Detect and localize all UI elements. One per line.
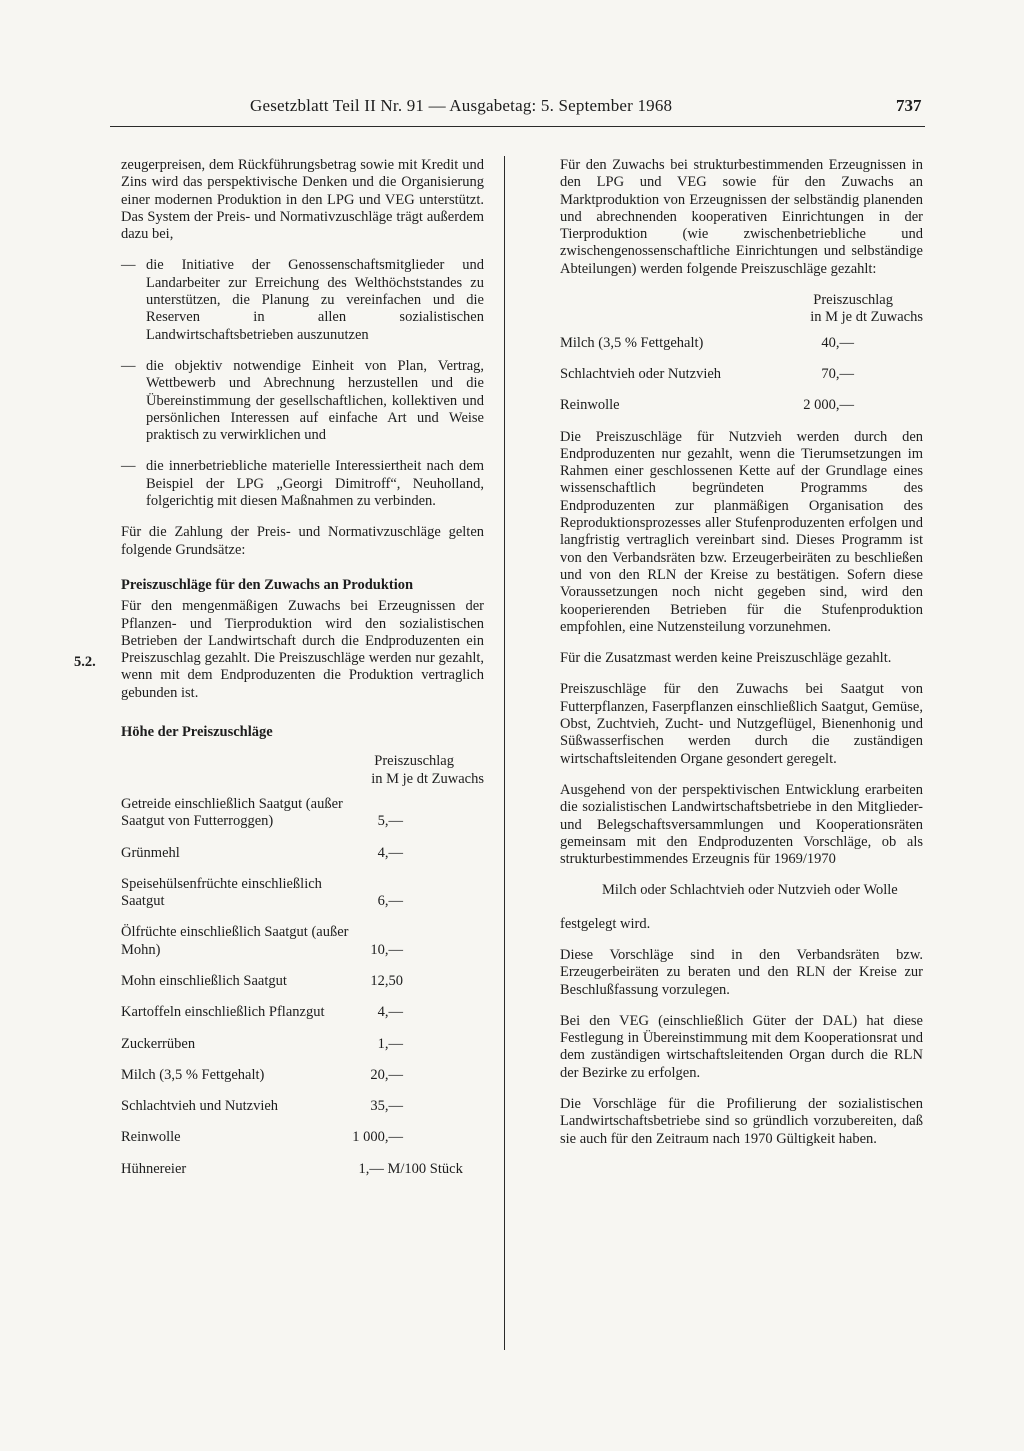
column-divider [504, 156, 505, 1350]
row-value: 1,— M/100 Stück [358, 1160, 463, 1177]
table-header [560, 292, 923, 327]
table-title: Höhe der Preiszuschläge [121, 724, 273, 741]
row-label: Milch (3,5 % Fettgehalt) [560, 334, 704, 351]
row-value: 12,50 [370, 972, 403, 989]
bullet-dash: — [121, 458, 136, 475]
paragraph: festgelegt wird. [560, 915, 651, 932]
bullet-text: die objektiv notwendige Einheit von Plan, Vertrag, Wettbewerb und Abrechnung herzustellen und die Übereinstimmung der gesellschaftlichen, kollektiven und persönlichen Interessen auf einfache Art und Weise praktisch zu verwirklichen und [146, 357, 484, 444]
paragraph: Diese Vorschläge sind in den Verbandsräten bzw. Erzeugerbeiräten zu beraten und den RLN der Kreise zur Beschlußfassung vorzulegen. [560, 946, 923, 998]
row-value: 4,— [377, 844, 403, 861]
section-number: 5.2. [74, 654, 96, 670]
row-label: Zuckerrüben [121, 1035, 196, 1052]
left-column [121, 157, 484, 1192]
table-row [121, 1129, 484, 1146]
table-header-line-1: Preiszuschlag [374, 753, 454, 770]
paragraph: Die Preiszuschläge für Nutzvieh werden durch den Endproduzenten nur gezahlt, wenn die Tierumsetzungen im Rahmen einer geschlossenen Kette auf der Grundlage eines wissenschaftlich begründeten Programms des Endproduzenten zur planmäßigen Organisation des Reproduktionsprozesses aller Stufenproduzenten erfolgen und langfristig vertraglich vereinbart sind. Dieses Programm ist von den Verbandsräten bzw. Erzeugerbeiräten zu beschließen und von den RLN der Kreise zu bestätigen. Sofern diese Voraussetzungen noch nicht gegeben sind, wird den kooperierenden Betrieben für die Stufenproduktion empfohlen, eine Nutzensteilung vorzunehmen. [560, 428, 923, 635]
table-row [121, 1067, 484, 1084]
table-row [121, 845, 484, 862]
table-row [560, 366, 923, 383]
indented-text: Milch oder Schlachtvieh oder Nutzvieh oder Wolle [602, 882, 898, 899]
row-label: Milch (3,5 % Fettgehalt) [121, 1066, 265, 1083]
row-label: Schlachtvieh oder Nutzvieh [560, 365, 722, 382]
table-row [121, 876, 484, 911]
table-row [121, 924, 484, 959]
row-value: 1 000,— [352, 1129, 403, 1146]
row-label: Kartoffeln einschließlich Pflanzgut [121, 1004, 325, 1021]
row-value: 5,— [377, 813, 403, 830]
row-value: 20,— [370, 1066, 403, 1083]
price-table [560, 335, 923, 415]
paragraph: Für den Zuwachs bei strukturbestimmenden Erzeugnissen in den LPG und VEG sowie für den Zuwachs an Marktproduktion von Erzeugnissen der selbständig planenden und abrechnenden kooperativen Einrichtungen in der Tierproduktion (wie zwischenbetriebliche und zwischengenossenschaftliche Einrichtungen und selbständige Abteilungen) werden folgende Preiszuschläge gezahlt: [560, 157, 923, 277]
table-row [121, 1036, 484, 1053]
table-header [121, 753, 484, 788]
table-header-line-1: Preiszuschlag [813, 292, 893, 309]
bullet-item [121, 458, 484, 510]
intro-paragraph: zeugerpreisen, dem Rückführungsbetrag sowie mit Kredit und Zins wird das perspektivische Denken und die Organisierung einer modernen Produktion in den LPG und VEG unterstützt. Das System der Preis- und Normativzuschläge trägt außerdem dazu bei, [121, 157, 484, 243]
table-row [121, 973, 484, 990]
price-table [121, 796, 484, 1178]
table-row [560, 397, 923, 414]
table-row [121, 796, 484, 831]
row-label: Schlachtvieh und Nutzvieh [121, 1098, 279, 1115]
paragraph: Die Vorschläge für die Profilierung der sozialistischen Landwirtschaftsbetriebe sind so gründlich vorzubereiten, daß sie auch für den Zeitraum nach 1970 Gültigkeit haben. [560, 1096, 923, 1147]
bullet-text: die innerbetriebliche materielle Interessiertheit nach dem Beispiel der LPG „Georgi Dimitroff“, Neuholland, folgerichtig mit diesen Maßnahmen zu verbinden. [146, 458, 484, 510]
row-value: 40,— [821, 334, 854, 351]
section-title: Preiszuschläge für den Zuwachs an Produktion [121, 576, 414, 593]
row-label: Reinwolle [560, 397, 620, 414]
row-value: 70,— [821, 365, 854, 382]
paragraph: Für die Zusatzmast werden keine Preiszuschläge gezahlt. [560, 650, 892, 667]
table-row [560, 335, 923, 352]
table-row [121, 1098, 484, 1115]
paragraph: Preiszuschläge für den Zuwachs bei Saatgut von Futterpflanzen, Faserpflanzen einschließlich Saatgut, Gemüse, Obst, Zuchtvieh, Zucht- und Nutzgeflügel, Bienenhonig und Süßwasserfischen werden durch die zuständigen wirtschaftsleitenden Organe gesondert geregelt. [560, 681, 923, 767]
row-value: 6,— [377, 893, 403, 910]
right-column [560, 157, 923, 1162]
page-number: 737 [896, 96, 922, 115]
bullet-item [121, 358, 484, 444]
row-label: Ölfrüchte einschließlich Saatgut (außer Mohn) [121, 924, 349, 958]
bullet-dash: — [121, 357, 136, 374]
row-value: 2 000,— [803, 397, 854, 414]
row-value: 4,— [377, 1004, 403, 1021]
paragraph: Bei den VEG (einschließlich Güter der DAL) hat diese Festlegung in Übereinstimmung mit dem Kooperationsrat und dem zuständigen wirtschaftsleitenden Organ durch die RLN der Bezirke zu erfolgen. [560, 1012, 923, 1081]
row-label: Speisehülsenfrüchte einschließlich Saatgut [121, 875, 322, 910]
table-header-line-2: in M je dt Zuwachs [810, 309, 923, 326]
running-header: Gesetzblatt Teil II Nr. 91 — Ausgabetag: 5. September 1968 [250, 96, 673, 115]
row-value: 35,— [370, 1098, 403, 1115]
bullet-item [121, 257, 484, 343]
table-header-line-2: in M je dt Zuwachs [371, 770, 484, 787]
row-label: Getreide einschließlich Saatgut (außer Saatgut von Futterroggen) [121, 795, 343, 830]
section-paragraph: Für den mengenmäßigen Zuwachs bei Erzeugnissen der Pflanzen- und Tierproduktion wird den sozialistischen Betrieben der Landwirtschaft durch die Endproduzenten ein Preiszuschlag gezahlt. Die Preiszuschläge werden nur gezahlt, wenn mit dem Endproduzenten die Produktion vertraglich gebunden ist. [121, 598, 484, 701]
row-label: Grünmehl [121, 844, 180, 861]
table-row [121, 1004, 484, 1021]
bullet-dash: — [121, 257, 136, 274]
header-rule [110, 126, 925, 127]
row-value: 10,— [370, 941, 403, 958]
paragraph: Ausgehend von der perspektivischen Entwicklung erarbeiten die sozialistischen Landwirtschaftsbetriebe in den Mitglieder- und Belegschaftsversammlungen und Kooperationsräten gemeinsam mit den Endproduzenten Vorschläge, ob als strukturbestimmendes Erzeugnis für 1969/1970 [560, 781, 923, 868]
table-row [121, 1161, 484, 1178]
row-value: 1,— [377, 1035, 403, 1052]
row-label: Hühnereier [121, 1160, 187, 1177]
row-label: Mohn einschließlich Saatgut [121, 972, 287, 989]
row-label: Reinwolle [121, 1129, 181, 1146]
payment-paragraph: Für die Zahlung der Preis- und Normativzuschläge gelten folgende Grundsätze: [121, 524, 484, 558]
bullet-text: die Initiative der Genossenschaftsmitglieder und Landarbeiter zur Erreichung des Welthöchststandes zu unterstützen, die Planung zu vereinfachen und die Reserven in allen sozialistischen Landwirtschaftsbetrieben auszunutzen [146, 257, 484, 343]
